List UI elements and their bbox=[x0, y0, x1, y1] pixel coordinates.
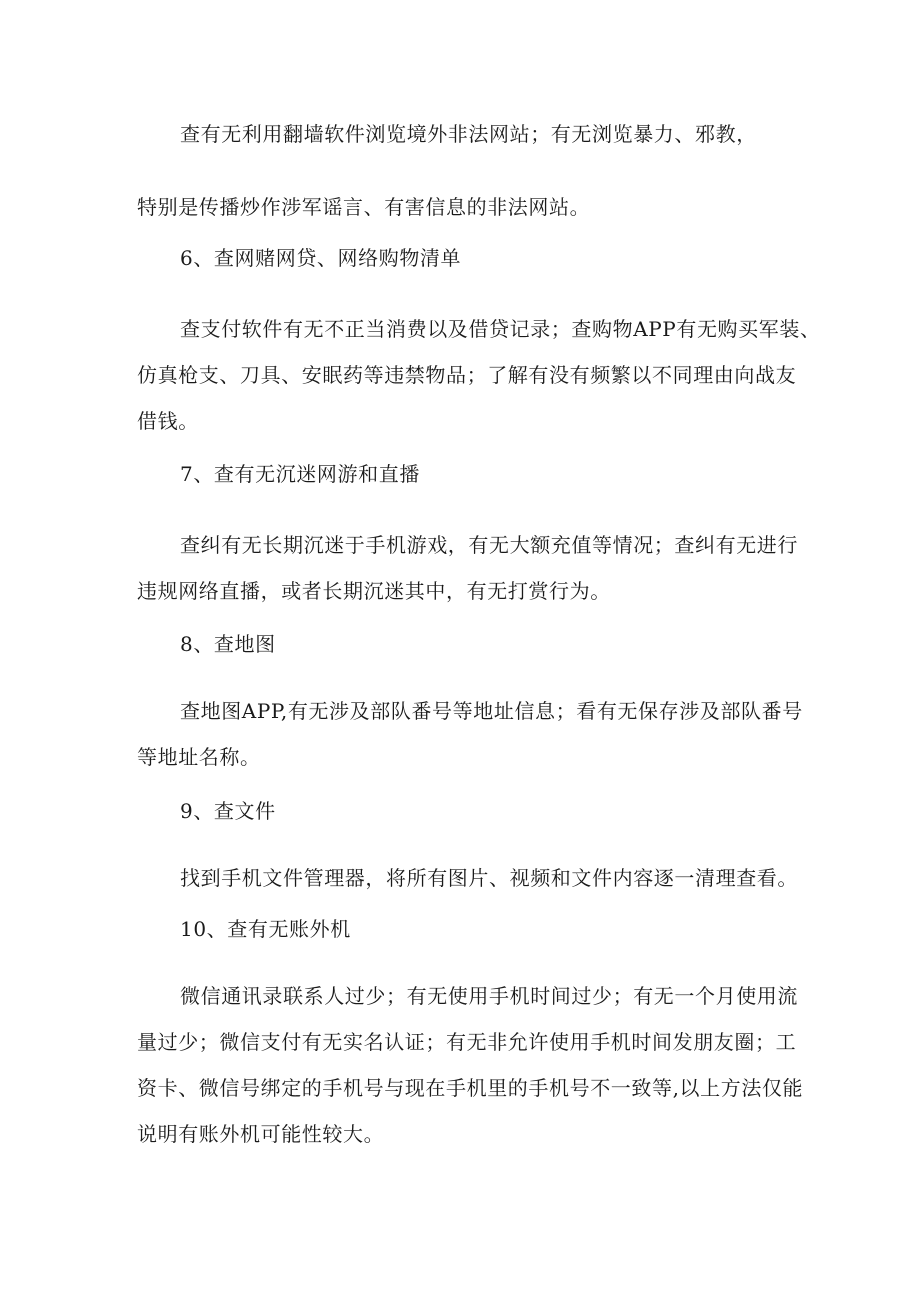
paragraph-line: 找到手机文件管理器，将所有图片、视频和文件内容逐一清理查看。 bbox=[180, 866, 798, 890]
paragraph-line: 违规网络直播，或者长期沉迷其中，有无打赏行为。 bbox=[137, 579, 611, 603]
section-heading-8: 8、查地图 bbox=[180, 632, 276, 656]
paragraph-line: 查支付软件有无不正当消费以及借贷记录；查购物APP有无购买军装、 bbox=[180, 317, 821, 341]
paragraph-line: 微信通讯录联系人过少；有无使用手机时间过少；有无一个月使用流 bbox=[180, 984, 798, 1008]
paragraph-line: 查地图APP,有无涉及部队番号等地址信息；看有无保存涉及部队番号 bbox=[180, 699, 803, 723]
paragraph-line: 借钱。 bbox=[137, 409, 199, 433]
paragraph-line: 说明有账外机可能性较大。 bbox=[137, 1122, 385, 1146]
section-heading-10: 10、查有无账外机 bbox=[180, 917, 351, 941]
paragraph-line: 查纠有无长期沉迷于手机游戏，有无大额充值等情况；查纠有无进行 bbox=[180, 533, 798, 557]
section-heading-7: 7、查有无沉迷网游和直播 bbox=[180, 462, 420, 486]
section-heading-6: 6、查网赌网贷、网络购物清单 bbox=[180, 246, 462, 270]
paragraph-line: 资卡、微信号绑定的手机号与现在手机里的手机号不一致等,以上方法仅能 bbox=[137, 1076, 804, 1100]
section-heading-9: 9、查文件 bbox=[180, 799, 276, 823]
paragraph-line: 等地址名称。 bbox=[137, 745, 261, 769]
paragraph-line: 查有无利用翻墙软件浏览境外非法网站；有无浏览暴力、邪教， bbox=[180, 122, 757, 146]
paragraph-line: 特别是传播炒作涉军谣言、有害信息的非法网站。 bbox=[137, 195, 591, 219]
paragraph-line: 量过少；微信支付有无实名认证；有无非允许使用手机时间发朋友圈；工 bbox=[137, 1030, 797, 1054]
paragraph-line: 仿真枪支、刀具、安眠药等违禁物品；了解有没有频繁以不同理由向战友 bbox=[137, 363, 797, 387]
